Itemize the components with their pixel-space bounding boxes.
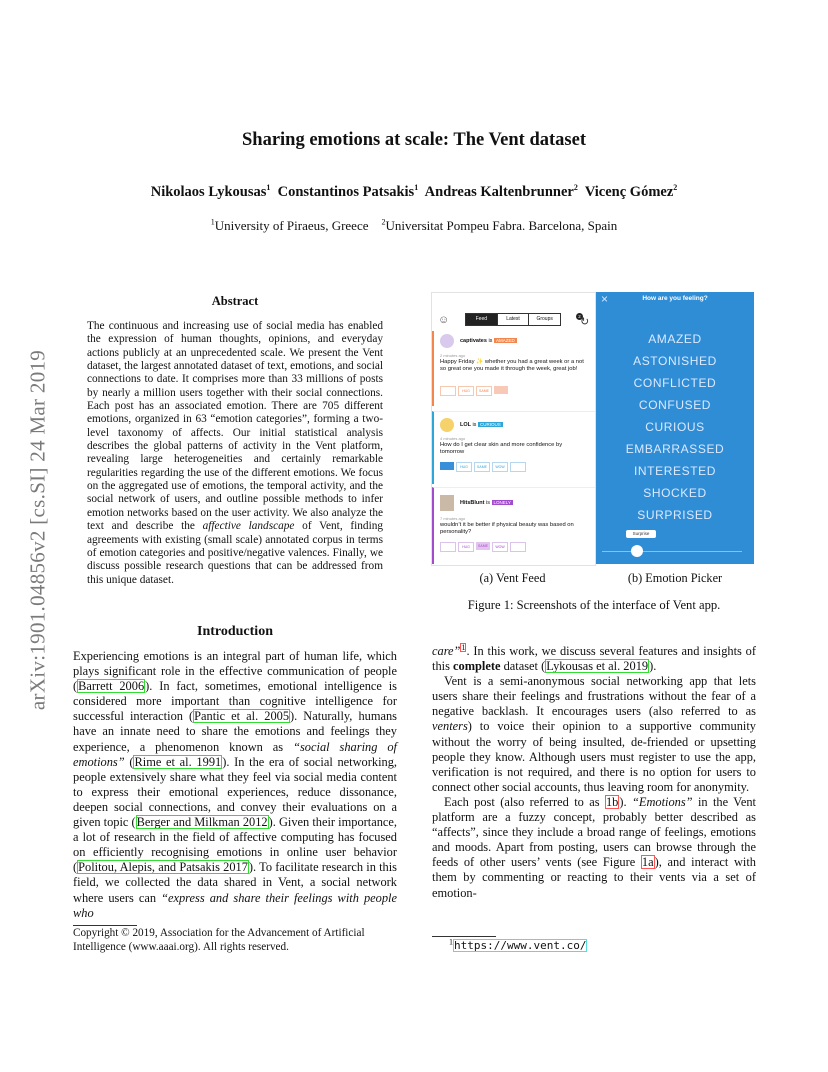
feed-post[interactable]: LOL is CURIOUS 4 minutes ago How do I get clear skin and more confidence by tomorrow HUG SAME WOW <box>432 411 595 484</box>
affiliation: Universitat Pompeu Fabra. Barcelona, Spain <box>385 218 618 233</box>
people-icon: ☺ <box>438 314 450 326</box>
notification-badge[interactable]: 2 <box>576 313 583 320</box>
abstract-text: The continuous and increasing use of social media has enabled the expression of human thoughts, opinions, and everyday actions publicly at an unprecedented scale. We present the Vent dataset, the largest annotated dataset of text, emotions, and social connections to date. It comprises more than 33 millions of posts by nearly a million users together with their social connections. Each post has an associated emotion. There are 705 different emotions, organized in 63 “emotion categories”, forming a two-level taxonomy of affects. Our initial statistical analysis describes the global patterns of activity in the Vent platform, revealing large heterogeneities and certainly remarkable regularities regarding the use of the different emotions. We focus on the aggregated use of emotions, the temporal activity, and the social network of users, and outline possible methods to infer emotion networks based on the user activity. We also analyze the text and describe the affective landscape of Vent, finding agreements with existing (small scale) annotated corpus in terms of emotion categories and positive/negative valences. Finally, we discuss possible research questions that can be addressed from this unique dataset. <box>87 320 384 586</box>
post-text: How do I get clear skin and more confidence by tomorrow <box>440 442 563 456</box>
emotion-option[interactable]: CONFUSED <box>638 398 712 412</box>
post-time: 7 minutes ago <box>440 516 466 521</box>
reaction-button[interactable] <box>494 386 508 394</box>
emotion-option[interactable]: SURPRISED <box>637 508 713 522</box>
emotion-badge: LONELY <box>493 500 511 505</box>
footnote-rule <box>432 936 496 937</box>
author: Andreas Kaltenbrunner <box>424 184 574 200</box>
feed-tabs <box>465 313 561 326</box>
post-username: LOL <box>460 422 471 428</box>
emotion-option[interactable]: SHOCKED <box>643 486 707 500</box>
post-username: captivates <box>460 338 487 344</box>
post-text: wouldn’t it be better if physical beauty was based on personality? <box>440 522 574 536</box>
author: Vicenç Gómez <box>584 184 674 200</box>
wow-button[interactable]: WOW <box>492 542 508 552</box>
footnote-link[interactable]: 1 <box>461 642 466 652</box>
same-button[interactable]: SAME <box>476 386 492 396</box>
introduction-text: Experiencing emotions is an integral part of human life, which plays significant role in the effective communication of people (Barrett 2006). In fact, sometimes, emotional intelligence is considered more important than cognitive intelligence for successful interaction (Pantic et al. 2005). Naturally, humans have an innate need to share the emotions and feelings they experience, a phenomenon known as “social sharing of emotions” (Rime et al. 1991). In the era of social networking, people extensively share what they feel via social media content to express their emotional experiences, reduce dissonance, deepen social connections, and convey their evaluations on a given topic (Berger and Milkman 2012). Given their importance, a lot of research in the field of affective computing has focused on efficiently recognising emotions in online user behavior (Politou, Alepis, and Patsakis 2017). To facilitate research in this field, we collected the data shared in Vent, a social network where users can “express and share their feelings with people who <box>73 649 398 920</box>
close-icon[interactable]: × <box>601 292 609 306</box>
like-icon[interactable] <box>440 542 456 552</box>
affiliation: University of Piraeus, Greece <box>214 218 369 233</box>
reaction-row <box>440 462 526 472</box>
hug-button[interactable]: HUG <box>458 542 474 552</box>
same-button[interactable]: SAME <box>476 542 490 550</box>
citation-link[interactable]: Lykousas et al. 2019 <box>546 659 649 674</box>
author: Nikolaos Lykousas <box>150 184 267 200</box>
paper-title: Sharing emotions at scale: The Vent dataset <box>242 130 586 150</box>
slider-tooltip: Surprise <box>626 530 656 538</box>
figure-link[interactable]: 1b <box>605 794 619 809</box>
avatar <box>440 418 454 432</box>
reaction-row <box>440 386 508 396</box>
citation-link[interactable]: Politou, Alepis, and Patsakis 2017 <box>78 860 248 875</box>
citation-link[interactable]: Berger and Milkman 2012 <box>136 815 268 830</box>
avatar <box>440 495 454 511</box>
feed-post[interactable]: HitsBlunt is LONELY 7 minutes ago wouldn’t it be better if physical beauty was based on personality? HUG SAME WOW <box>432 487 595 564</box>
tab-groups[interactable]: Groups <box>528 314 560 325</box>
arxiv-stamp <box>26 300 50 760</box>
emotion-badge: CURIOUS <box>479 422 501 427</box>
emotion-option[interactable]: CONFLICTED <box>633 376 717 390</box>
emotion-option[interactable]: AMAZED <box>648 332 702 346</box>
author: Constantinos Patsakis <box>277 184 415 200</box>
tab-latest[interactable]: Latest <box>497 314 529 325</box>
footnote-url[interactable]: https://www.vent.co/ <box>454 939 587 952</box>
subcaption-b: (b) Emotion Picker <box>627 571 723 585</box>
post-time: 2 minutes ago <box>440 353 466 358</box>
footnote: $^1$https://www.vent.co/ <box>449 937 587 952</box>
refresh-icon[interactable]: ↻ <box>580 316 590 328</box>
emotion-slider-track[interactable] <box>602 551 742 552</box>
emotion-picker-screenshot <box>596 292 754 564</box>
like-icon[interactable] <box>440 462 454 470</box>
figure-caption: Figure 1: Screenshots of the interface of Vent app. <box>467 598 721 612</box>
post-username: HitsBlunt <box>460 500 485 506</box>
figure-link[interactable]: 1a <box>641 855 654 870</box>
emotion-option[interactable]: ASTONISHED <box>633 354 717 368</box>
post-text: Happy Friday ✨ whether you had a great week or a not so great one you made it through the week, great job! <box>440 359 584 373</box>
arxiv-id: arXiv:1901.04856v2 [cs.SI] 24 Mar 2019 <box>25 349 50 711</box>
picker-header: How are you feeling? <box>642 295 708 302</box>
citation-link[interactable]: Pantic et al. 2005 <box>194 709 290 724</box>
like-icon[interactable] <box>440 386 456 396</box>
abstract-heading: Abstract <box>211 294 259 308</box>
author-list: Nikolaos Lykousas$^1$ Constantinos Patsakis$^1$ Andreas Kaltenbrunner$^2$ Vicenç Gómez$^2$ <box>150 183 678 200</box>
reaction-button[interactable] <box>510 542 526 552</box>
emotion-badge: AMAZED <box>495 338 515 343</box>
post-time: 4 minutes ago <box>440 436 466 441</box>
affiliations: $^1$University of Piraeus, Greece $^2$Universitat Pompeu Fabra. Barcelona, Spain <box>210 217 618 233</box>
hug-button[interactable]: HUG <box>458 386 474 396</box>
feed-post[interactable]: captivates is AMAZED 2 minutes ago Happy Friday ✨ whether you had a great week or a not so great one you made it through the week, great job! HUG SAME <box>432 331 595 406</box>
copyright-notice: Copyright © 2019, Association for the Advancement of Artificial Intelligence (www.aaai.org). All rights reserved. <box>73 927 365 953</box>
emotion-option[interactable]: CURIOUS <box>645 420 705 434</box>
emotion-option[interactable]: INTERESTED <box>633 464 716 478</box>
tab-feed[interactable]: Feed <box>466 314 497 325</box>
same-button[interactable]: SAME <box>474 462 490 472</box>
citation-link[interactable]: Rime et al. 1991 <box>134 754 222 769</box>
hug-button[interactable]: HUG <box>456 462 472 472</box>
reaction-button[interactable] <box>510 462 526 472</box>
emotion-option[interactable]: EMBARRASSED <box>625 442 725 456</box>
introduction-heading: Introduction <box>197 624 273 639</box>
citation-link[interactable]: Barrett 2006 <box>78 679 145 694</box>
right-column-text: care”$^1$. In this work, we discuss several features and insights of this complete dataset (Lykousas et al. 2019). Vent is a semi-anonymous social networking app that lets users share their feelings and frustrations without the fear of a negative backlash. It encourages users (also referred to as venters) to voice their opinion to a supportive community without the worry of being insulted, de-friended or upsetting people they know. Although users must register to use the app, verification is not required, and there is no option for users to connect other social accounts, thus leaving room for anonymity. Each post (also referred to as 1b). “Emotions” in the Vent platform are a fuzzy concept, probably better described as “affects”, since they include a broad range of feelings, emotions and moods. Apart from posting, users can browse through the feeds of other users’ vents (see Figure 1a), and interact with them by commenting or reacting to their vents via a set of emotion- <box>432 642 756 900</box>
reaction-row <box>440 542 526 552</box>
subcaption-a: (a) Vent Feed <box>479 571 546 585</box>
vent-feed-screenshot <box>431 292 596 566</box>
emotion-slider-knob[interactable] <box>631 545 643 557</box>
avatar <box>440 334 454 348</box>
wow-button[interactable]: WOW <box>492 462 508 472</box>
